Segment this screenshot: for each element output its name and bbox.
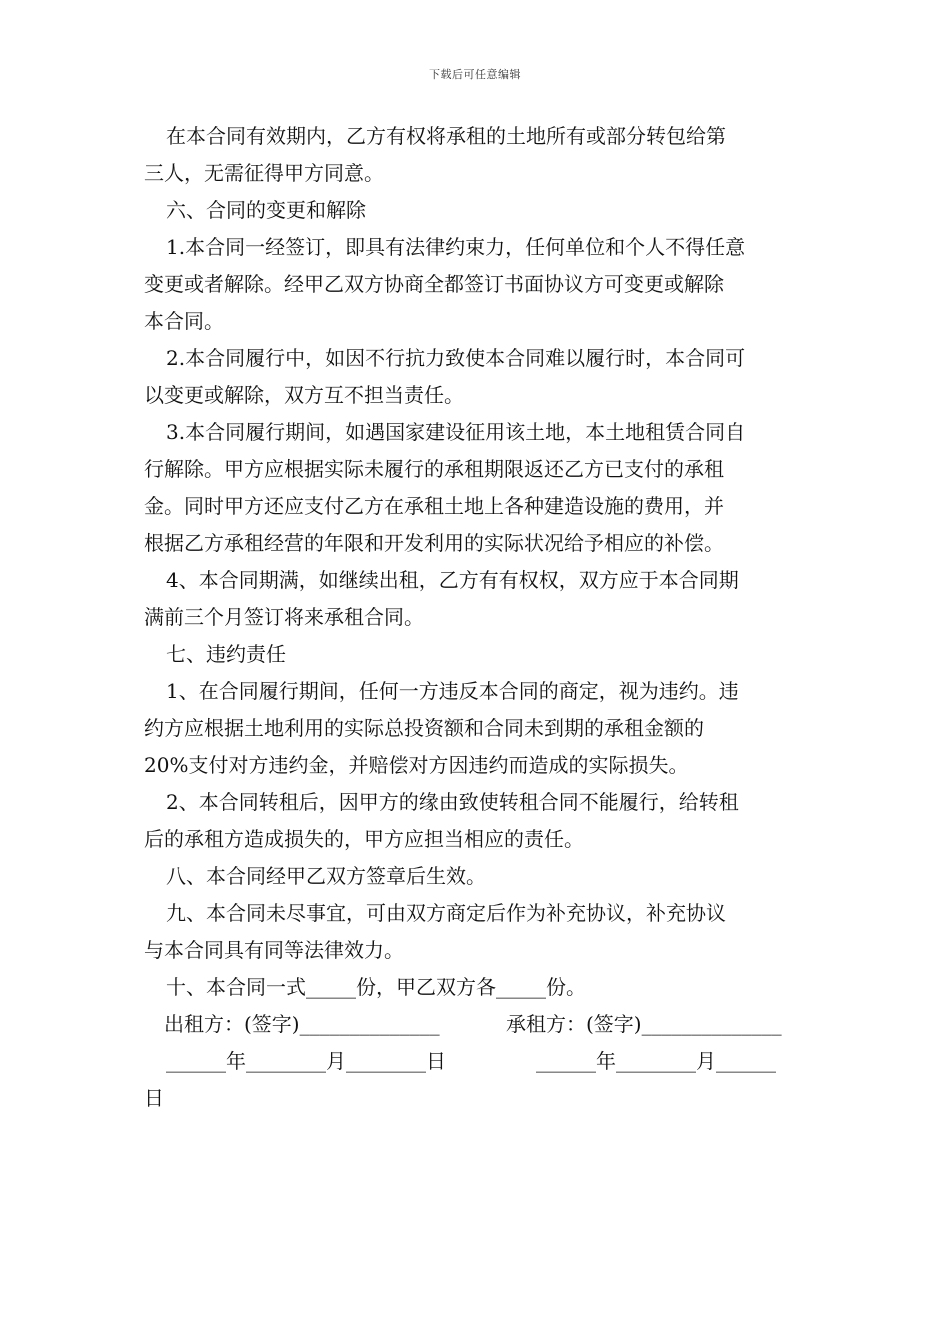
paragraph-line: 九、本合同未尽事宜，可由双方商定后作为补充协议，补充协议 [166, 901, 726, 925]
lessee-signature: 承租方：(签字)______________ [506, 1012, 782, 1036]
paragraph-line: 在本合同有效期内，乙方有权将承租的土地所有或部分转包给第 [166, 124, 726, 148]
signature-row [144, 1006, 808, 1043]
paragraph-line: 变更或者解除。经甲乙双方协商全都签订书面协议方可变更或解除 [144, 272, 724, 296]
lessor-signature: 出租方：(签字)______________ [164, 1012, 440, 1036]
date-wrap: 日 [144, 1086, 164, 1110]
paragraph-line: 行解除。甲方应根据实际未履行的承租期限返还乙方已支付的承租 [144, 457, 724, 481]
paragraph-line: 2.本合同履行中，如因不行抗力致使本合同难以履行时，本合同可 [166, 346, 746, 370]
contract-body [144, 118, 808, 1117]
paragraph-line: 2、本合同转租后，因甲方的缘由致使转租合同不能履行，给转租 [166, 790, 739, 814]
date-row [144, 1043, 808, 1080]
lessee-date: ______年________月______ [536, 1049, 776, 1073]
section-heading: 六、合同的变更和解除 [166, 198, 366, 222]
paragraph-line: 金。同时甲方还应支付乙方在承租土地上各种建造设施的费用，并 [144, 494, 724, 518]
paragraph-line: 1.本合同一经签订，即具有法律约束力，任何单位和个人不得任意 [166, 235, 746, 259]
paragraph-line: 本合同。 [144, 309, 224, 333]
paragraph-line: 满前三个月签订将来承租合同。 [144, 605, 424, 629]
paragraph-line: 三人，无需征得甲方同意。 [144, 161, 384, 185]
paragraph-line: 3.本合同履行期间，如遇国家建设征用该土地，本土地租赁合同自 [166, 420, 746, 444]
paragraph-line: 根据乙方承租经营的年限和开发利用的实际状况给予相应的补偿。 [144, 531, 724, 555]
section-heading: 七、违约责任 [166, 642, 286, 666]
paragraph-line: 4、本合同期满，如继续出租，乙方有有权权，双方应于本合同期 [166, 568, 739, 592]
paragraph-line: 1、在合同履行期间，任何一方违反本合同的商定，视为违约。违 [166, 679, 739, 703]
paragraph-line: 以变更或解除，双方互不担当责任。 [144, 383, 464, 407]
paragraph-line: 后的承租方造成损失的，甲方应担当相应的责任。 [144, 827, 584, 851]
paragraph-line: 20%支付对方违约金，并赔偿对方因违约而造成的实际损失。 [144, 753, 689, 777]
paragraph-line: 十、本合同一式_____份，甲乙双方各_____份。 [166, 975, 586, 999]
page-header: 下载后可任意编辑 [429, 68, 521, 81]
paragraph-line: 与本合同具有同等法律效力。 [144, 938, 404, 962]
lessor-date: ______年________月________日 [166, 1049, 446, 1073]
paragraph-line: 约方应根据土地利用的实际总投资额和合同未到期的承租金额的 [144, 716, 704, 740]
section-heading: 八、本合同经甲乙双方签章后生效。 [166, 864, 486, 888]
